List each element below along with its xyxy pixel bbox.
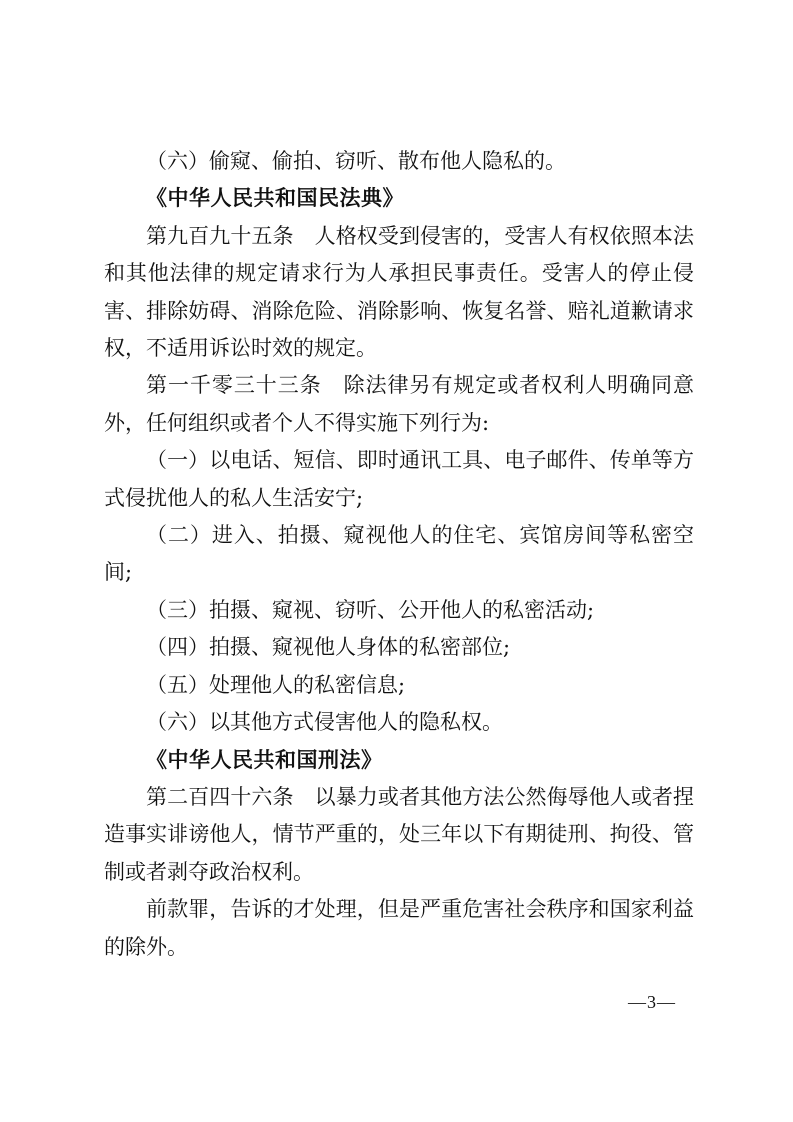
- heading-civil-code: 《中华人民共和国民法典》: [146, 186, 404, 211]
- paragraph-article-1033: 第一千零三十三条 除法律另有规定或者权利人明确同意外，任何组织或者个人不得实施下列行为:: [104, 373, 694, 435]
- paragraph-item-6b: （六）以其他方式侵害他人的隐私权。: [146, 710, 503, 735]
- page-number: —3—: [628, 992, 676, 1012]
- paragraph-item-4: （四）拍摄、窥视他人身体的私密部位;: [146, 635, 511, 660]
- paragraph-item-1: （一）以电话、短信、即时通讯工具、电子邮件、传单等方式侵扰他人的私人生活安宁;: [104, 448, 694, 510]
- paragraph-prosecution-clause: 前款罪，告诉的才处理，但是严重危害社会秩序和国家利益的除外。: [104, 897, 694, 959]
- document-body: [104, 143, 694, 966]
- paragraph-item-5: （五）处理他人的私密信息;: [146, 672, 406, 697]
- paragraph-item-2: （二）进入、拍摄、窥视他人的住宅、宾馆房间等私密空间;: [104, 523, 694, 585]
- heading-criminal-law: 《中华人民共和国刑法》: [146, 747, 383, 772]
- paragraph-item-3: （三）拍摄、窥视、窃听、公开他人的私密活动;: [146, 597, 595, 622]
- paragraph-article-995: 第九百九十五条 人格权受到侵害的，受害人有权依照本法和其他法律的规定请求行为人承担民事责任。受害人的停止侵害、排除妨碍、消除危险、消除影响、恢复名誉、赔礼道歉请求权，不适用诉讼时效的规定。: [104, 223, 694, 361]
- paragraph-article-246: 第二百四十六条 以暴力或者其他方法公然侮辱他人或者捏造事实诽谤他人，情节严重的，处三年以下有期徒刑、拘役、管制或者剥夺政治权利。: [104, 784, 694, 884]
- paragraph-item-6: （六）偷窥、偷拍、窃听、散布他人隐私的。: [146, 149, 566, 173]
